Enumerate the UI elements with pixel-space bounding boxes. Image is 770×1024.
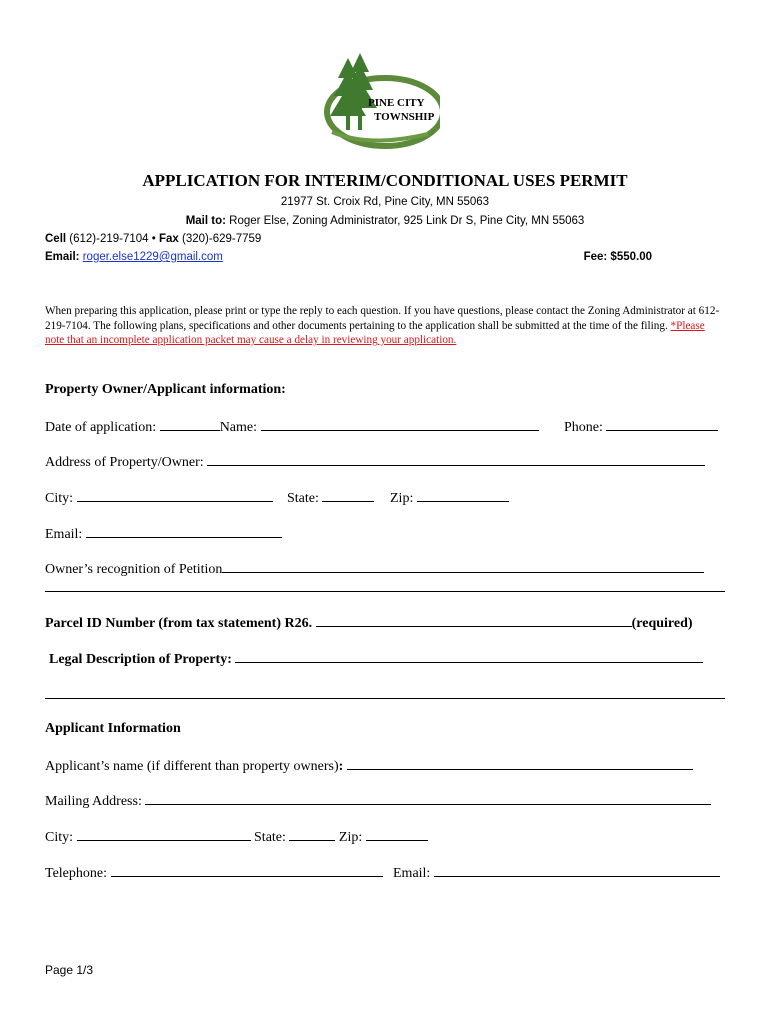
mail-label: Mail to: (185, 215, 226, 227)
telephone-field[interactable] (111, 864, 383, 877)
contact-line (45, 233, 261, 245)
mail-text: Roger Else, Zoning Administrator, 925 Link Dr S, Pine City, MN 55063 (225, 215, 585, 227)
parcel-label: Parcel ID Number (from tax statement) R26. (45, 616, 316, 631)
email-line (45, 251, 223, 263)
fax-label: Fax (159, 233, 179, 245)
applicant-email-field[interactable] (434, 864, 720, 877)
applicant-email-label: Email: (393, 866, 434, 881)
logo-line1: PINE CITY (368, 97, 425, 109)
owner-city-field[interactable] (77, 489, 273, 502)
instructions-text: When preparing this application, please print or type the reply to each question. If you have questions, please contact the Zoning Administrator at 612-219-7104. The following plans, specifications and other documents pertaining to the application shall be submitted at the time of the filing. (45, 305, 720, 332)
date-label: Date of application: (45, 420, 160, 435)
owner-row-recognition (45, 560, 704, 578)
legal-extra-line[interactable] (45, 698, 725, 699)
owner-row-phone (564, 418, 718, 436)
applicant-name-colon: : (338, 759, 344, 774)
email-link[interactable]: roger.else1229@gmail.com (82, 251, 223, 263)
applicant-state-field[interactable] (289, 828, 335, 841)
legal-row (49, 650, 703, 668)
contact-separator: • (148, 233, 159, 245)
page-number: Page 1/3 (45, 963, 94, 977)
instructions-paragraph (45, 304, 725, 348)
owner-state-field[interactable] (322, 489, 374, 502)
owner-row-date-name (45, 418, 539, 436)
legal-description-field[interactable] (235, 650, 703, 663)
mail-to-line (0, 215, 770, 227)
owner-email-field[interactable] (86, 525, 282, 538)
applicant-city-field[interactable] (77, 828, 251, 841)
parcel-row (45, 614, 693, 632)
email-label: Email: (45, 251, 80, 263)
applicant-row-mailing (45, 792, 711, 810)
owner-row-zip (390, 489, 509, 507)
legal-label: Legal Description of Property: (49, 652, 236, 667)
owner-section-heading: Property Owner/Applicant information: (45, 382, 286, 397)
recognition-field[interactable] (222, 560, 704, 573)
recognition-label: Owner’s recognition of Petition (45, 562, 223, 577)
applicant-row-city (45, 828, 428, 846)
page-title: APPLICATION FOR INTERIM/CONDITIONAL USES PERMIT (142, 171, 628, 190)
zip-label: Zip: (390, 491, 417, 506)
township-address: 21977 St. Croix Rd, Pine City, MN 55063 (280, 196, 490, 208)
applicant-name-label: Applicant’s name (if different than property owners) (45, 759, 339, 774)
pine-city-township-logo (310, 50, 440, 155)
name-label: Name: (219, 420, 261, 435)
owner-email-label: Email: (45, 527, 86, 542)
owner-name-field[interactable] (261, 418, 539, 431)
logo-line2: TOWNSHIP (374, 111, 435, 123)
owner-row-state (287, 489, 374, 507)
fax-number: (320)-629-7759 (178, 233, 262, 245)
parcel-id-field[interactable] (316, 614, 632, 627)
applicant-section-heading: Applicant Information (45, 721, 181, 736)
applicant-zip-field[interactable] (366, 828, 428, 841)
fee-amount: Fee: $550.00 (583, 251, 652, 263)
telephone-label: Telephone: (45, 866, 111, 881)
applicant-row-name (45, 757, 693, 775)
owner-row-email (45, 525, 282, 543)
applicant-city-label: City: (45, 830, 77, 845)
owner-row-address (45, 453, 705, 471)
owner-zip-field[interactable] (417, 489, 509, 502)
parcel-required: (required) (631, 616, 693, 631)
address-label: Address of Property/Owner: (45, 455, 208, 470)
mailing-address-field[interactable] (145, 792, 711, 805)
owner-row-city (45, 489, 273, 507)
cell-number: (612)-219-7104 (66, 233, 149, 245)
recognition-extra-line[interactable] (45, 591, 725, 592)
mailing-label: Mailing Address: (45, 794, 146, 809)
applicant-zip-label: Zip: (338, 830, 366, 845)
state-label: State: (287, 491, 323, 506)
date-field[interactable] (160, 418, 220, 431)
city-label: City: (45, 491, 77, 506)
applicant-row-email (393, 864, 720, 882)
owner-phone-field[interactable] (606, 418, 718, 431)
applicant-state-label: State: (254, 830, 290, 845)
phone-label: Phone: (564, 420, 607, 435)
cell-label: Cell (45, 233, 67, 245)
applicant-row-telephone (45, 864, 383, 882)
incomplete-warning: *Please note that an incomplete application packet may cause a delay in reviewing your application. (45, 319, 705, 347)
applicant-name-field[interactable] (347, 757, 693, 770)
owner-address-field[interactable] (207, 453, 705, 466)
